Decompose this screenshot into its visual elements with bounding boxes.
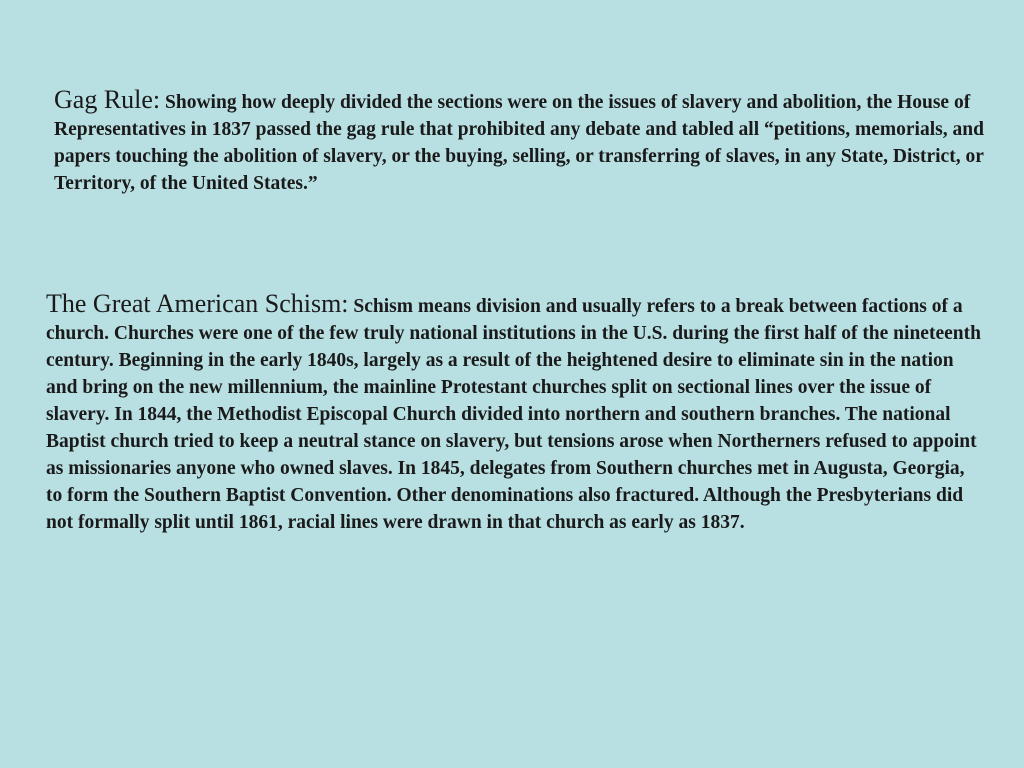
schism-heading: The Great American Schism: [46, 289, 349, 318]
schism-paragraph [46, 290, 981, 536]
schism-body: Schism means division and usually refers to a break between factions of a church. Churches were one of the few truly national institutions in the U.S. during the first half of the nineteenth century. Beginning in the early 1840s, largely as a result of the heightened desire to eliminate sin in the nation and bring on the new millennium, the mainline Protestant churches split on sectional lines over the issue of slavery. In 1844, the Methodist Episcopal Church divided into northern and southern branches. The national Baptist church tried to keep a neutral stance on slavery, but tensions arose when Northerners refused to appoint as missionaries anyone who owned slaves. In 1845, delegates from Southern churches met in Augusta, Georgia, to form the Southern Baptist Convention. Other denominations also fractured. Although the Presbyterians did not formally split until 1861, racial lines were drawn in that church as early as 1837. [46, 296, 981, 533]
gag-rule-body: Showing how deeply divided the sections were on the issues of slavery and abolition, the House of Representatives in 1837 passed the gag rule that prohibited any debate and tabled all “petitions, memorials, and papers touching the abolition of slavery, or the buying, selling, or transferring of slaves, in any State, District, or Territory, of the United States.” [54, 92, 984, 194]
gag-rule-paragraph [54, 86, 984, 197]
gag-rule-heading: Gag Rule: [54, 85, 161, 114]
